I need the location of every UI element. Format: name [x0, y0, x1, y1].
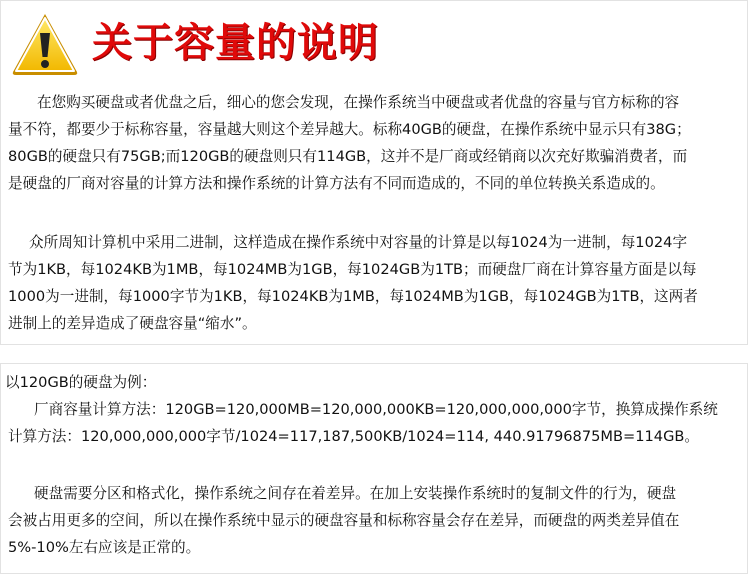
- page-header: [10, 11, 410, 77]
- text-line: 80GB的硬盘只有75GB;而120GB的硬盘则只有114GB，这并不是厂商或经销商以次充好欺骗消费者，而: [8, 148, 688, 165]
- text-line: 节为1KB，每1024KB为1MB，每1024MB为1GB，每1024GB为1TB；而硬盘厂商在计算容量方面是以每: [8, 261, 697, 278]
- text-line: 计算方法：120,000,000,000字节/1024=117,187,500KB/1024=114, 440.91796875MB=114GB。: [8, 428, 699, 445]
- text-line: 在您购买硬盘或者优盘之后，细心的您会发现，在操作系统当中硬盘或者优盘的容量与官方标称的容: [37, 94, 680, 111]
- text-line: 进制上的差异造成了硬盘容量“缩水”。: [8, 315, 257, 332]
- page-title: 关于容量的说明: [92, 20, 379, 66]
- text-line: 会被占用更多的空间，所以在操作系统中显示的硬盘容量和标称容量会存在差异，而硬盘的两类差异值在: [8, 512, 680, 529]
- text-line: 5%-10%左右应该是正常的。: [8, 539, 201, 556]
- text-line: 量不符，都要少于标称容量，容量越大则这个差异越大。标称40GB的硬盘，在操作系统中显示只有38G；: [8, 121, 691, 138]
- warning-icon: [10, 11, 80, 77]
- text-line: 厂商容量计算方法：120GB=120,000MB=120,000,000KB=120,000,000,000字节，换算成操作系统: [34, 401, 718, 418]
- text-line: 硬盘需要分区和格式化，操作系统之间存在着差异。在加上安装操作系统时的复制文件的行为，硬盘: [34, 485, 677, 502]
- paragraph-example-120gb: [5, 369, 718, 450]
- text-line: 1000为一进制，每1000字节为1KB，每1024KB为1MB，每1024MB为1GB，每1024GB为1TB，这两者: [8, 288, 698, 305]
- paragraph-partition-formatting: [8, 480, 679, 561]
- text-line: 众所周知计算机中采用二进制，这样造成在操作系统中对容量的计算是以每1024为一进制，每1024字: [29, 234, 688, 251]
- text-line: 是硬盘的厂商对容量的计算方法和操作系统的计算方法有不同而造成的，不同的单位转换关系造成的。: [8, 175, 665, 192]
- paragraph-capacity-difference: [8, 89, 691, 197]
- paragraph-binary-explanation: [8, 229, 698, 337]
- text-line: 以120GB的硬盘为例：: [5, 374, 157, 391]
